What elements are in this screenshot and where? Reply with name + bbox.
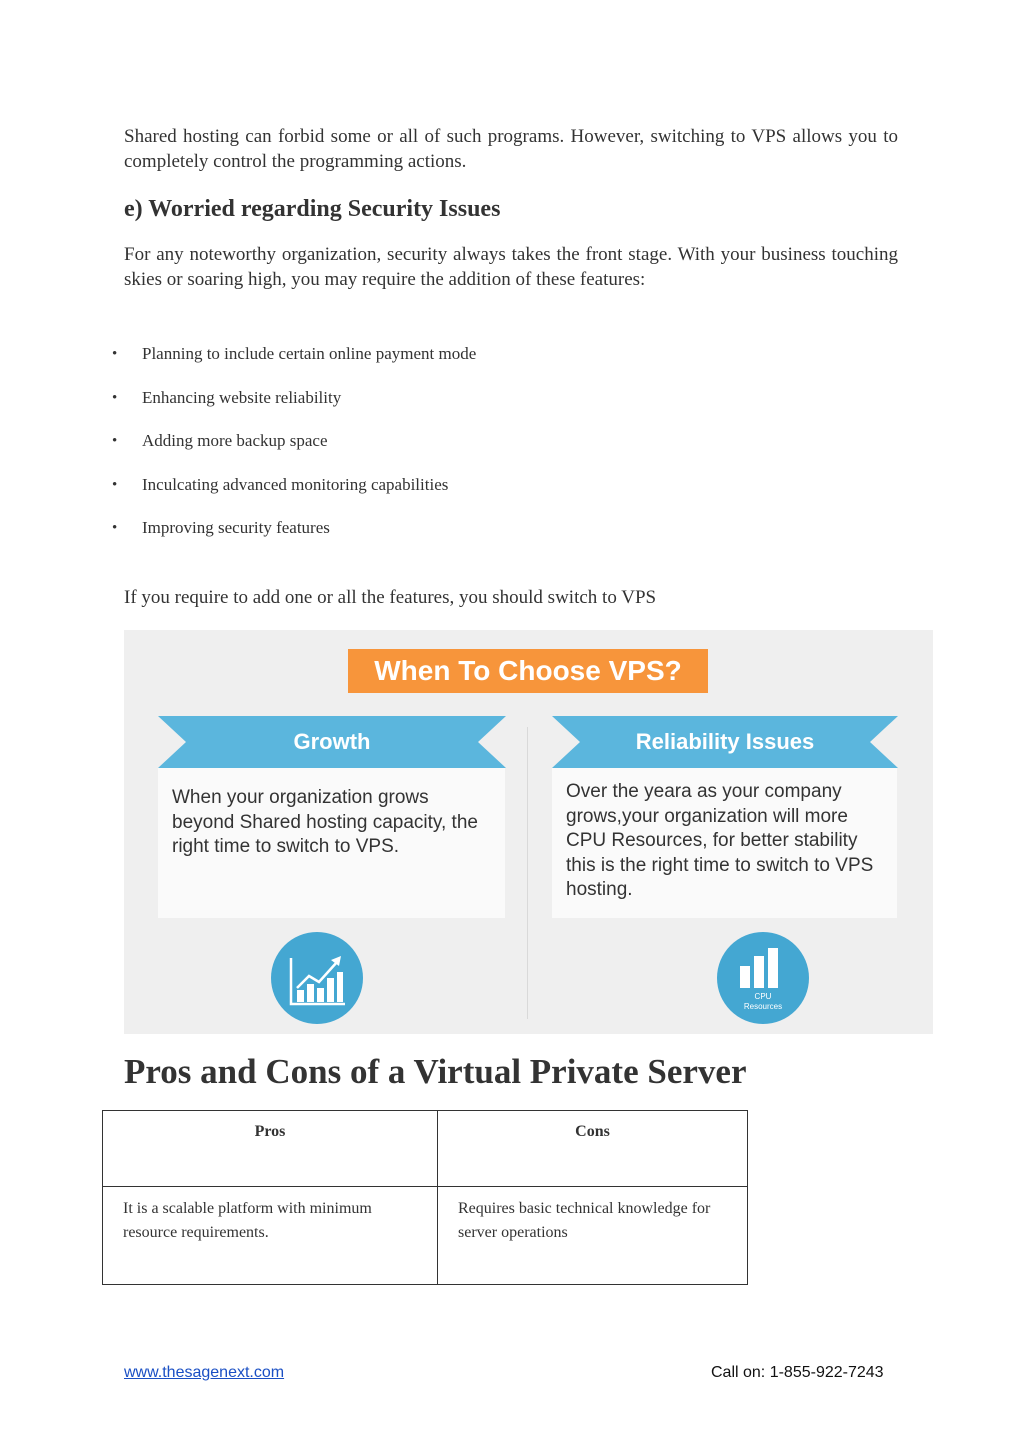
pros-cons-table: [102, 1110, 748, 1285]
infographic-title: When To Choose VPS?: [348, 649, 708, 693]
vps-infographic: [124, 630, 933, 1034]
cpu-label-line-1: CPU: [754, 992, 772, 1001]
reliability-heading: Reliability Issues: [635, 729, 815, 754]
feature-list: [100, 342, 476, 560]
cons-cell: Requires basic technical knowledge for server operations: [438, 1187, 748, 1285]
growth-text: When your organization grows beyond Shared hosting capacity, the right time to switch to VPS.: [172, 787, 478, 857]
cons-header: Cons: [438, 1111, 748, 1187]
pros-cons-heading: Pros and Cons of a Virtual Private Server: [124, 1052, 747, 1091]
pros-cell: It is a scalable platform with minimum resource requirements.: [103, 1187, 438, 1285]
pros-header: Pros: [103, 1111, 438, 1187]
growth-card: [158, 768, 505, 918]
growth-ribbon: [158, 716, 506, 768]
table-header-row: [103, 1111, 748, 1187]
table-row: [103, 1187, 748, 1285]
list-item: • Enhancing website reliability: [100, 386, 476, 430]
reliability-ribbon: [552, 716, 898, 768]
cpu-label-line-2: Resources: [743, 1002, 783, 1011]
section-heading: e) Worried regarding Security Issues: [124, 196, 501, 222]
growth-chart-icon: [271, 932, 363, 1024]
website-link[interactable]: www.thesagenext.com: [124, 1364, 285, 1381]
list-item: • Planning to include certain online payment mode: [100, 342, 476, 386]
growth-heading: Growth: [293, 729, 371, 754]
list-item: • Inculcating advanced monitoring capabilities: [100, 473, 476, 517]
intro-paragraph: Shared hosting can forbid some or all of such programs. However, switching to VPS allows you to completely control the programming actions.: [124, 126, 898, 172]
reliability-card: [552, 768, 897, 918]
column-divider: [527, 727, 528, 1019]
list-item: • Adding more backup space: [100, 429, 476, 473]
phone-number: Call on: 1-855-922-7243: [711, 1364, 884, 1381]
cpu-label: [717, 992, 809, 1012]
switch-paragraph: If you require to add one or all the features, you should switch to VPS: [124, 587, 657, 608]
security-paragraph: For any noteworthy organization, security always takes the front stage. With your business touching skies or soaring high, you may require the addition of these features:: [124, 244, 898, 290]
list-item: • Improving security features: [100, 516, 476, 560]
reliability-text: Over the yeara as your company grows,your organization will more CPU Resources, for better stability this is the right time to switch to VPS hosting.: [566, 781, 874, 900]
cpu-resources-icon: [717, 932, 809, 1024]
